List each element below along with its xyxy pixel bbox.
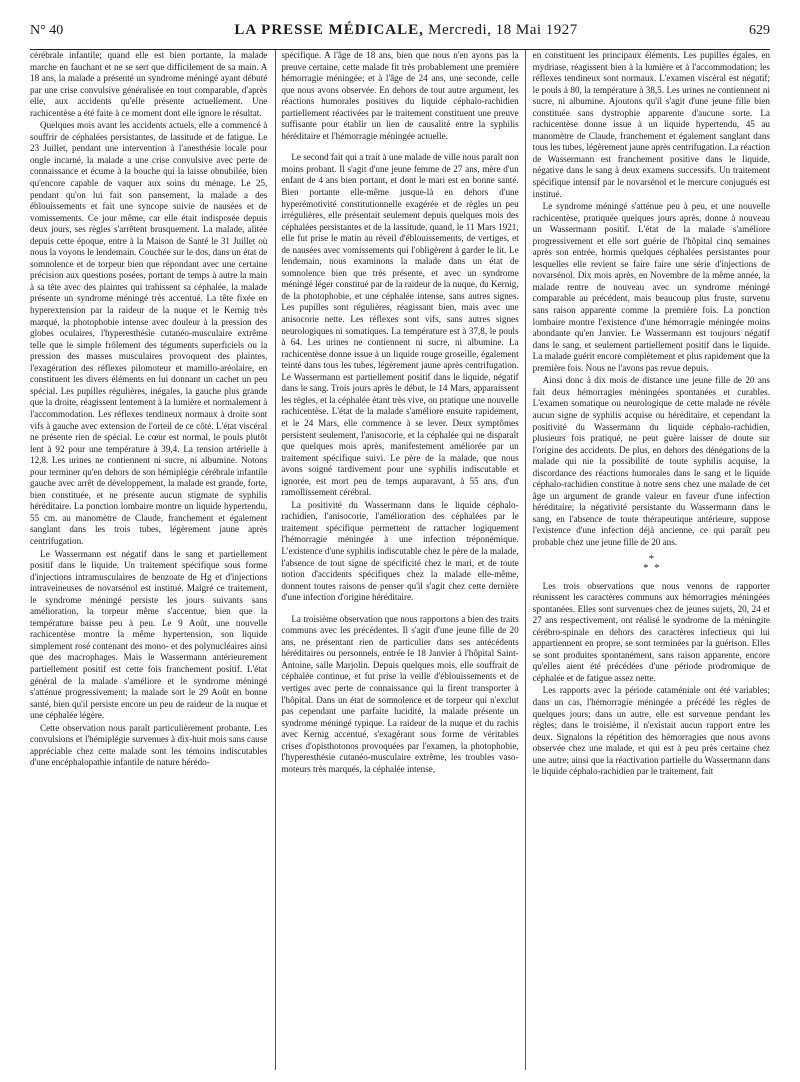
running-title bbox=[234, 22, 577, 39]
section-separator-asterism bbox=[533, 552, 770, 574]
column-divider bbox=[275, 50, 276, 1070]
article-body bbox=[30, 50, 770, 1070]
paragraph: La troisième observation que nous rapportons a bien des traits communs avec les précédentes. Il s'agit d'une jeune fille de 20 ans, ne présentant rien de particulier dans ses antécédents héréditaires ou personnels, entrée le 18 Janvier à l'hôpital Saint-Antoine, salle Marjolin. Depuis quelques mois, elle souffrait de céphalée continue, et fut prise la veille d'éblouissements et de vertiges avec perte de connaissance qui la firent transporter à l'hôpital. Dans un état de somnolence et de torpeur qui n'exclut pas cependant une parfaite lucidité, la malade présente un syndrome méningé typique. La raideur de la nuque et du rachis avec Kernig accentué, s'exagérant sous forme de véritables crises d'opisthotonos provoquées par l'examen, la photophobie, l'hyperesthésie cutanéo-musculaire extrême, les troubles vaso-moteurs très marqués, la céphalée intense, bbox=[281, 613, 519, 774]
asterism-left-star: * bbox=[643, 561, 649, 574]
paragraph: Les trois observations que nous venons de rapporter réunissent les caractères communs aux hémorragies méningées spontanées. Elles sont survenues chez de jeunes sujets, 20, 24 et 27 ans respectivement, ont réalisé le syndrome de la méningite cérébro-spinale en dehors des caractères infectieux qui lui appartiennent en propre, se sont terminées par la guérison. Elles se sont produites spontanément, sans raison apparente, encore qu'elles aient été précédées d'une période prodromique de céphalée et de fatigue assez nette. bbox=[532, 580, 770, 683]
asterism-right-star: * bbox=[654, 561, 660, 574]
page-number: 629 bbox=[748, 23, 770, 38]
paragraph: spécifique. A l'âge de 18 ans, bien que nous n'en ayons pas la preuve certaine, cette malade fit très probablement une première hémorragie méningée; et à l'âge de 24 ans, une seconde, celle que nous avons observée. En dehors de tout autre argument, les réactions humorales positives du liquide céphalo-rachidien partiellement réactivées par le traitement constituent une preuve suffisante pour établir un lien de causalité entre la syphilis héréditaire et l'hémorragie méningée actuelle. bbox=[281, 50, 519, 141]
page-header bbox=[30, 22, 770, 44]
issue-number: N° 40 bbox=[30, 23, 64, 38]
paragraph: Les rapports avec la période cataméniale ont été variables; dans un cas, l'hémorragie méningée a précédé les règles de quelques jours; dans un autre, elle est survenue pendant les règles; dans le troisième, il n'existait aucun rapport entre les deux. Signalons la répétition des hémorragies que nous avons observée chez une malade, et qui est à peu près certaine chez une autre; ainsi que la réactivation partielle du Wassermann dans le liquide céphalo-rachidien par le traitement, fait bbox=[532, 685, 770, 777]
asterism-top-star: * bbox=[648, 552, 655, 565]
paragraph: en constituent les principaux éléments. Les pupilles égales, en mydriase, réagissent bien à la lumière et à l'accommodation; les réflexes tendineux sont normaux. L'examen viscéral est négatif; le pouls à 80, la température à 38,5. Les urines ne contiennent ni sucre, ni albumine. Ajoutons qu'il s'agit d'une jeune fille bien constituée sans dystrophie apparente d'aucune sorte. La rachicentèse donne issue à un liquide hypertendu, 45 au manomètre de Claude, franchement et également sanglant dans tous les tubes, légèrement jaune après centrifugation. La réaction de Wassermann est franchement positive dans le liquide, négative dans le sang à deux examens successifs. Un traitement spécifique intensif par le novarsénol et le mercure conjugués est institué. bbox=[532, 50, 770, 199]
column-1 bbox=[30, 50, 267, 1070]
paragraph: Le Wassermann est négatif dans le sang et partiellement positif dans le liquide. Un traitement spécifique sous forme d'injections intramusculaires de benzoate de Hg et d'injections intraveineuses de novarsénol est institué. Malgré ce traitement, le syndrome méningé persiste les jours suivants sans amélioration, la torpeur même s'accentue, bien que la température baisse peu à peu. Le 9 Août, une nouvelle rachicentèse montre la même hypertension, son liquide simplement rosé contenant des mono- et des polynucléaires ainsi que des macrophages. Mais le Wassermann antérieurement partiellement positif est cette fois franchement positif. L'état général de la malade s'améliore et le syndrome méningé s'atténue progressivement; la malade sort le 29 Août en bonne santé, bien qu'il persiste encore un peu de raideur de la nuque et une céphalée légère. bbox=[30, 548, 268, 721]
column-divider bbox=[525, 50, 526, 1070]
paragraph: cérébrale infantile; quand elle est bien portante, la malade marche en fauchant et ne se sert que difficilement de sa main. A 18 ans, la malade a présenté un syndrome méningé ayant débuté par une crise convulsive généralisée en tout comparable, d'après elle, aux accidents qu'elle présente actuellement. Une rachicentèse a été faite à ce moment dont elle ignore le résultat. bbox=[30, 50, 268, 118]
paragraph: Le second fait qui a trait à une malade de ville nous paraît non moins probant. Il s'agit d'une jeune femme de 27 ans, mère d'un enfant de 4 ans bien portant, et dont le mari est en bonne santé. Bien portante elle-même jusque-là en dehors d'une hyperémotivité constitutionnelle exagérée et de règles un peu irrégulières, elle présentait seulement depuis quelques mois des céphalées persistantes et de la lassitude, quand, le 11 Mars 1921, elle fut prise le matin au réveil d'éblouissements, de vertiges, et de nausées avec vomissements qui l'obligèrent à garder le lit. Le lendemain, nous examinons la malade dans un état de somnolence bien que très présente, et avec un syndrome méningé léger constitué par de la raideur de la nuque, du Kernig, de la photophobie, et une céphalée intense, sans autres signes. Les pupilles sont régulières, réagissant bien, mais avec une anisocorie nette. Les réflexes sont vifs, sans autres signes neurologiques ni somatiques. La température est à 37,8, le pouls à 64. Les urines ne contiennent ni sucre, ni albumine. La rachicentèse donne issue à un liquide rouge groseille, également teinté dans tous les tubes, légèrement jaune après centrifugation. Le Wassermann est partiellement positif dans le liquide, négatif dans le sang. Trois jours après le début, le 14 Mars, apparaissent les règles, et la céphalée étant très vive, on pratique une nouvelle rachicentèse. L'état de la malade s'améliore ensuite rapidement, et le 24 Mars, elle commence à se lever. Deux symptômes persistent seulement, l'anisocorie, et la céphalée qui ne disparaît que quelques mois après, manifestement améliorée par un traitement spécifique suivi. Le père de la malade, que nous avons soigné tardivement pour une syphilis indiscutable et ignorée, est mort peu de temps auparavant, à 55 ans, d'un ramollissement cérébral. bbox=[281, 152, 519, 498]
issue-date: Mercredi, 18 Mai 1927 bbox=[428, 22, 578, 38]
paragraph: Le syndrome méningé s'atténue peu à peu, et une nouvelle rachicentèse, pratiquée quelques jours après, donne à nouveau un Wassermann positif. L'état de la malade s'améliore progressivement et elle sort guérie de l'hôpital cinq semaines après son entrée, hormis quelques céphalées persistantes pour lesquelles elle revient se faire faire une série d'injections de novarsénol. Dix mois après, en Novembre de la même année, la malade rentre de nouveau avec un syndrome méningé comparable au précédent, mais beaucoup plus fruste, survenu sans raison apparente comme la première fois. La ponction lombaire montre l'existence d'une hémorragie méningée moins abondante qu'en Janvier. Le Wassermann est toujours négatif dans le sang, et seulement partiellement positif dans le liquide. La malade guérit encore complètement et plus rapidement que la première fois. Nous ne l'avons pas revue depuis. bbox=[532, 201, 770, 373]
paragraph: Quelques mois avant les accidents actuels, elle a commencé à souffrir de céphalées persistantes, de lassitude et de fatigue. Le 23 Juillet, pendant une intervention à l'anesthésie locale pour ongle incarné, la malade a une crise convulsive avec perte de connaissance et écume à la bouche qui la laisse obnubilée, bien qu'encore capable de vaquer aux soins du ménage. Le 25, pendant qu'on lui fait son pansement, la malade a des éblouissements et fait une syncope suivie de nausées et de vomissements. Ce jour même, car elle était indisposée depuis deux jours, ses règles s'arrêtent brusquement. La malade, alitée depuis cette époque, entre à la Maison de Santé le 31 Juillet où nous la voyons le lendemain. Couchée sur le dos, dans un état de somnolence et de torpeur bien que répondant avec une certaine précision aux questions posées, portant de temps à autre la main à sa tête avec des plaintes qui trahissent sa céphalée, la malade présente un syndrome méningé très accentué. La tête fixée en hyperextension par la raideur de la nuque et le Kernig très marqué, la photophobie intense avec douleur à la pression des globes oculaires, l'hyperesthésie cutanéo-musculaire extrême telle que le simple frôlement des téguments superficiels ou la pression des masses musculaires provoquent des plaintes, l'exagération des réflexes pilomoteur et mamillo-aréolaire, en constituent les divers éléments en lui donnant un cachet un peu spécial. Les pupilles régulières, inégales, la gauche plus grande que la droite, réagissent lentement à la lumière et normalement à l'accommodation. Les réflexes tendineux normaux à droite sont vifs à gauche avec extension de l'orteil de ce côté. L'état viscéral ne présente rien de spécial. Le cœur est normal, le pouls plutôt lent à 92 pour une température à 39,4. La tension artérielle à 12,8. Les urines ne contiennent ni sucre, ni albumine. Notons pour terminer qu'en dehors de son hémiplégie cérébrale infantile gauche avec arrêt de développement, la malade est grande, forte, bien constituée, et ne présente aucun stigmate de syphilis héréditaire. La ponction lombaire montre un liquide hypertendu, 55 cm. au manomètre de Claude, franchement et également sanglant dans les trois tubes, légèrement jaune après centrifugation. bbox=[30, 120, 268, 546]
column-2 bbox=[281, 50, 518, 1070]
paragraph: Cette observation nous paraît particulièrement probante. Les convulsions et l'hémiplégie survenues à dix-huit mois sans cause appréciable chez cette malade sont les témoins indiscutables d'une encéphalopathie infantile de nature hérédo- bbox=[30, 722, 268, 768]
journal-name: LA PRESSE MÉDICALE, bbox=[234, 22, 424, 38]
column-3 bbox=[533, 50, 770, 1070]
paragraph: Ainsi donc à dix mois de distance une jeune fille de 20 ans fait deux hémorragies méningées spontanées et curables. L'examen somatique ou neurologique de cette malade ne révèle aucun signe de syphilis acquise ou héréditaire, et cependant la positivité du Wassermann du liquide céphalo-rachidien, plusieurs fois pratiqué, ne peut guère laisser de doute sur l'origine des accidents. De plus, en dehors des dénégations de la malade qui nie la possibilité de toute syphilis acquise, la discordance des réactions humorales dans le sang et le liquide céphalo-rachidien constitue à notre sens chez une malade de cet âge un argument de grande valeur en faveur d'une infection héréditaire; la négativité persistante du Wassermann dans le sang, en l'absence de toute thérapeutique antérieure, suppose l'existence d'une infection déjà ancienne, ce qui paraît peu probable chez une jeune fille de 20 ans. bbox=[532, 375, 770, 547]
paragraph: La positivité du Wassermann dans le liquide céphalo-rachidien, l'anisocorie, l'amélioration des céphalées par le traitement spécifique permettent de rattacher logiquement l'hémorragie méningée à une infection tréponémique. L'existence d'une syphilis indiscutable chez le père de la malade, l'absence de tout signe de spécificité chez le mari, et de toute notion d'accidents spécifiques chez la malade elle-même, donnent toutes raisons de penser qu'il s'agit chez cette dernière d'une infection d'origine héréditaire. bbox=[281, 499, 519, 603]
